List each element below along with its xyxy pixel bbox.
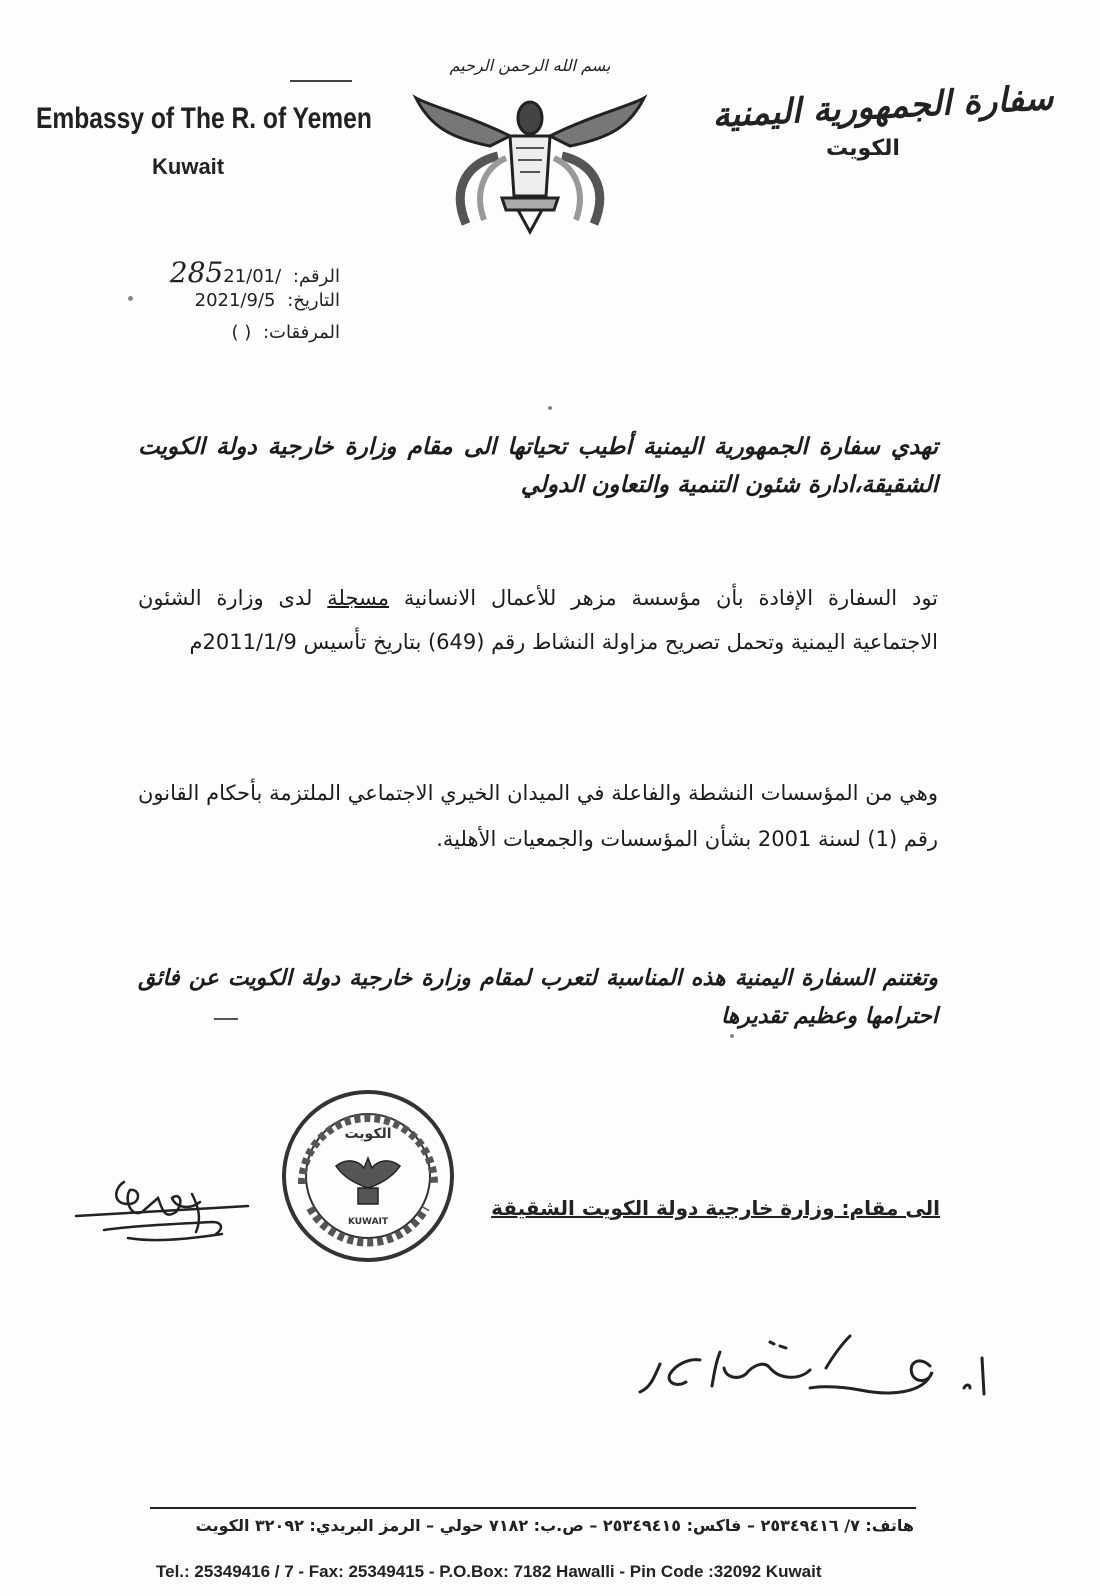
- reference-number-label: الرقم:: [292, 266, 340, 287]
- embassy-city-en: Kuwait: [152, 154, 225, 179]
- signature-bottom: [620, 1318, 1000, 1418]
- svg-text:الكويت: الكويت: [344, 1126, 392, 1142]
- basmala: بسم الله الرحمن الرحيم: [449, 56, 611, 75]
- speck-dot: [730, 1034, 734, 1038]
- reference-number-printed: 21/01/: [223, 266, 282, 287]
- reference-number: [170, 256, 340, 289]
- reference-attachments-value: ( ): [231, 322, 252, 343]
- header-decor-line: [290, 80, 352, 82]
- embassy-stamp-seal: [280, 1088, 456, 1264]
- activity-paragraph: وهي من المؤسسات النشطة والفاعلة في الميدان الخيري الاجتماعي الملتزمة بأحكام القانون رقم (1) لسنة 2001 بشأن المؤسسات والجمعيات الأهلية.: [138, 781, 938, 851]
- embassy-name-en: Embassy of The R. of Yemen: [36, 102, 372, 135]
- yemen-eagle-emblem-icon: [410, 76, 650, 236]
- reference-date-value: 2021/9/5: [194, 290, 276, 311]
- svg-text:KUWAIT: KUWAIT: [347, 1217, 389, 1227]
- embassy-name-ar: سفارة الجمهورية اليمنية: [711, 78, 1055, 136]
- registration-paragraph: [138, 576, 938, 664]
- reference-number-handwritten: 285: [169, 256, 224, 289]
- dash-mark: [214, 1018, 238, 1020]
- greeting-paragraph: تهدي سفارة الجمهورية اليمنية أطيب تحياتها الى مقام وزارة خارجية دولة الكويت الشقيقة،ادارة شئون التنمية والتعاون الدولي: [138, 434, 938, 498]
- addressee-line: الى مقام: وزارة خارجية دولة الكويت الشقيقة: [491, 1196, 940, 1220]
- speck-dot: [548, 406, 552, 410]
- footer-contact-ar: هاتف: ٧/ ٢٥٣٤٩٤١٦ – فاكس: ٢٥٣٤٩٤١٥ – ص.ب: ٧١٨٢ حولي – الرمز البريدي: ٣٢٠٩٢ الكويت: [195, 1516, 914, 1535]
- reference-attachments-label: المرفقات:: [262, 322, 340, 343]
- footer-divider: [150, 1507, 916, 1509]
- embassy-city-ar: الكويت: [826, 136, 900, 161]
- closing-paragraph: وتغتنم السفارة اليمنية هذه المناسبة لتعرب لمقام وزارة خارجية دولة الكويت عن فائق احترامها وعظيم تقديرها: [138, 966, 938, 1029]
- signature-left: [72, 1168, 262, 1258]
- registered-word: مسجلة: [327, 586, 390, 610]
- footer-contact-en: Tel.: 25349416 / 7 - Fax: 25349415 - P.O.Box: 7182 Hawalli - Pin Code :32092 Kuwait: [156, 1562, 822, 1581]
- reference-date: [195, 290, 340, 311]
- reference-attachments: [231, 322, 340, 343]
- registration-paragraph-end: لدى وزارة الشئون الاجتماعية اليمنية وتحمل تصريح مزاولة النشاط رقم (649) بتاريخ تأسيس 2011/1/9م: [138, 586, 938, 654]
- speck-dot: [128, 296, 133, 301]
- reference-date-label: التاريخ:: [287, 290, 340, 311]
- registration-paragraph-start: تود السفارة الإفادة بأن مؤسسة مزهر للأعمال الانسانية: [389, 586, 939, 610]
